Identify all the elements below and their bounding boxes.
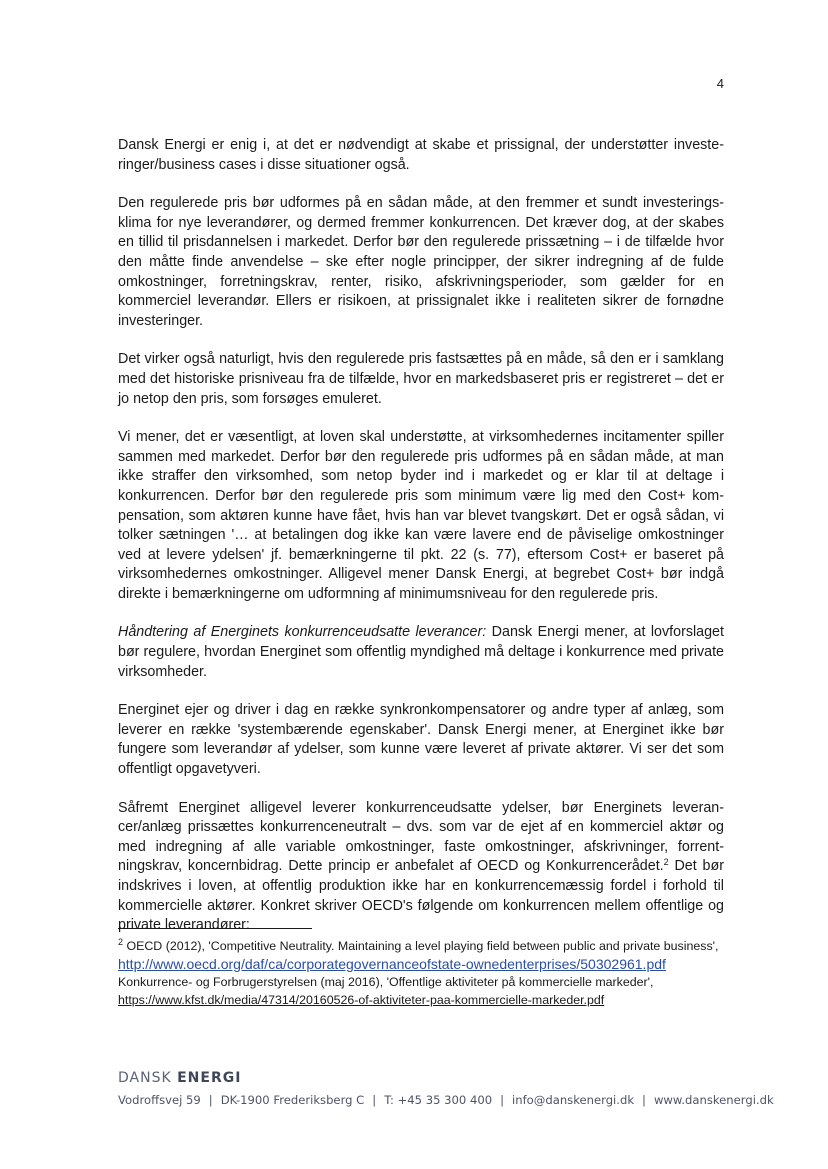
footnotes (118, 938, 724, 1009)
footnote-citation-oecd: OECD (2012), 'Competitive Neutrality. Maintaining a level playing field between public and private business', (123, 939, 719, 953)
paragraph-6: Energinet ejer og driver i dag en række synkronkompensatorer og andre typer af anlæg, som leverer en række 'systembærende egenskaber'. Dansk Energi mener, at Energinet ikke bør fungere som leverandør af ydelser, som kunne være leveret af private aktører. Vi ser det som offentligt opgavetyveri. (118, 702, 724, 778)
dansk-energi-logo (118, 1070, 241, 1086)
footer-separator: | (642, 1093, 646, 1107)
footer-contact-line (118, 1093, 774, 1107)
footnote-reference[interactable]: 2 (663, 857, 669, 868)
footnote-link-kfst[interactable]: https://www.kfst.dk/media/47314/20160526-of-aktiviteter-paa-kommercielle-markeder.pdf (118, 992, 605, 1007)
footer-email[interactable]: info@danskenergi.dk (512, 1093, 635, 1107)
footnote-divider (118, 928, 312, 929)
paragraph-7-body-continued: Det bør indskrives i loven, at offentlig produktion ikke har en konkurrencemæssig fordel i forhold til kommercielle aktører. Konkret skriver OECD's følgende om konkurrencen mellem offentlige og private leverandører: (118, 858, 724, 934)
paragraph-4: Vi mener, det er væsentligt, at loven skal understøtte, at virksomhedernes incitamenter spiller sammen med markedet. Derfor bør den regulerede pris udformes på en sådan måde, at man ikke straffer den virksomhed, som netop byder ind i markedet og er klar til at deltage i konkurrencen. Derfor bør den regulerede pris som minimum være lig med den Cost+ kompensation, som aktøren kunne have fået, hvis han var blevet tvangskørt. Det er også sådan, vi tolker sætningen '… at betalingen dog ikke kan være lavere end de påviselige omkostninger ved at levere ydelsen' jf. bemærkningerne til pkt. 22 (s. 77), eftersom Cost+ er baseret på virksomhedernes omkostninger. Alligevel mener Dansk Energi, at begrebet Cost+ bør indgå direkte i bemærkningerne om udformning af minimumsniveau for den regulerede pris. (118, 429, 724, 602)
footnote-number: 2 (118, 937, 124, 947)
logo-word-dansk: DANSK (118, 1070, 172, 1086)
footnote-2 (118, 938, 724, 974)
footnote-citation-kfst: Konkurrence- og Forbrugerstyrelsen (maj 2016), 'Offentlige aktiviteter på kommercielle markeder', (118, 975, 654, 989)
footer-phone: T: +45 35 300 400 (384, 1093, 493, 1107)
footer-address: Vodroffsvej 59 (118, 1093, 201, 1107)
logo-word-energi: ENERGI (177, 1070, 242, 1086)
paragraph-5-lead: Håndtering af Energinets konkurrenceudsatte leverancer: (118, 624, 487, 641)
footnote-2-continued (118, 974, 724, 1009)
paragraph-5 (118, 623, 724, 682)
footer-separator: | (372, 1093, 377, 1107)
paragraph-1: Dansk Energi er enig i, at det er nødvendigt at skabe et prissignal, der understøtter investeringer/business cases i disse situationer også. (118, 137, 724, 173)
paragraph-7-body: Såfremt Energinet alligevel leverer konkurrenceudsatte ydelser, bør Energinets leverancer/anlæg prissættes konkurrenceneutralt – dvs. som var de ejet af en kommerciel aktør og med indregning af alle variable omkostninger, faste omkostninger, afskrivninger, forrentningskrav, koncernbidrag. Dette princip er anbefalet af OECD og Konkurrencerådet. (118, 799, 724, 875)
paragraph-2: Den regulerede pris bør udformes på en sådan måde, at den fremmer et sundt investeringsklima for nye leverandører, og dermed fremmer konkurrencen. Det kræver dog, at der skabes en tillid til prisdannelsen i markedet. Derfor bør den regulerede prissætning – i de tilfælde hvor den måtte finde anvendelse – ske efter nogle principper, der sikrer indregning af de fulde omkostninger, forretningskrav, renter, risiko, afskrivningsperioder, som gælder for en kommerciel leverandør. Ellers er risikoen, at prissignalet ikke i realiteten sikrer de fornødne investeringer. (118, 195, 724, 329)
footer-separator: | (500, 1093, 505, 1107)
paragraph-5-body: Dansk Energi mener, at lovforslaget bør regulere, hvordan Energinet som offentlig myndighed må deltage i konkurrence med private virksomheder. (118, 624, 724, 680)
paragraph-7 (118, 799, 724, 936)
paragraph-3: Det virker også naturligt, hvis den regulerede pris fastsættes på en måde, så den er i samklang med det historiske prisniveau fra de tilfælde, hvor en markedsbaseret pris er registreret – det er jo netop den pris, som forsøges emuleret. (118, 351, 724, 407)
footer-city: DK-1900 Frederiksberg C (220, 1093, 365, 1107)
body-text (118, 136, 724, 955)
footer-website[interactable]: www.danskenergi.dk (653, 1093, 774, 1107)
footer-separator: | (208, 1093, 213, 1107)
footnote-link-oecd[interactable]: http://www.oecd.org/daf/ca/corporategovernanceofstate-ownedenterprises/50302961.pdf (118, 955, 666, 972)
page-number: 4 (716, 76, 724, 91)
